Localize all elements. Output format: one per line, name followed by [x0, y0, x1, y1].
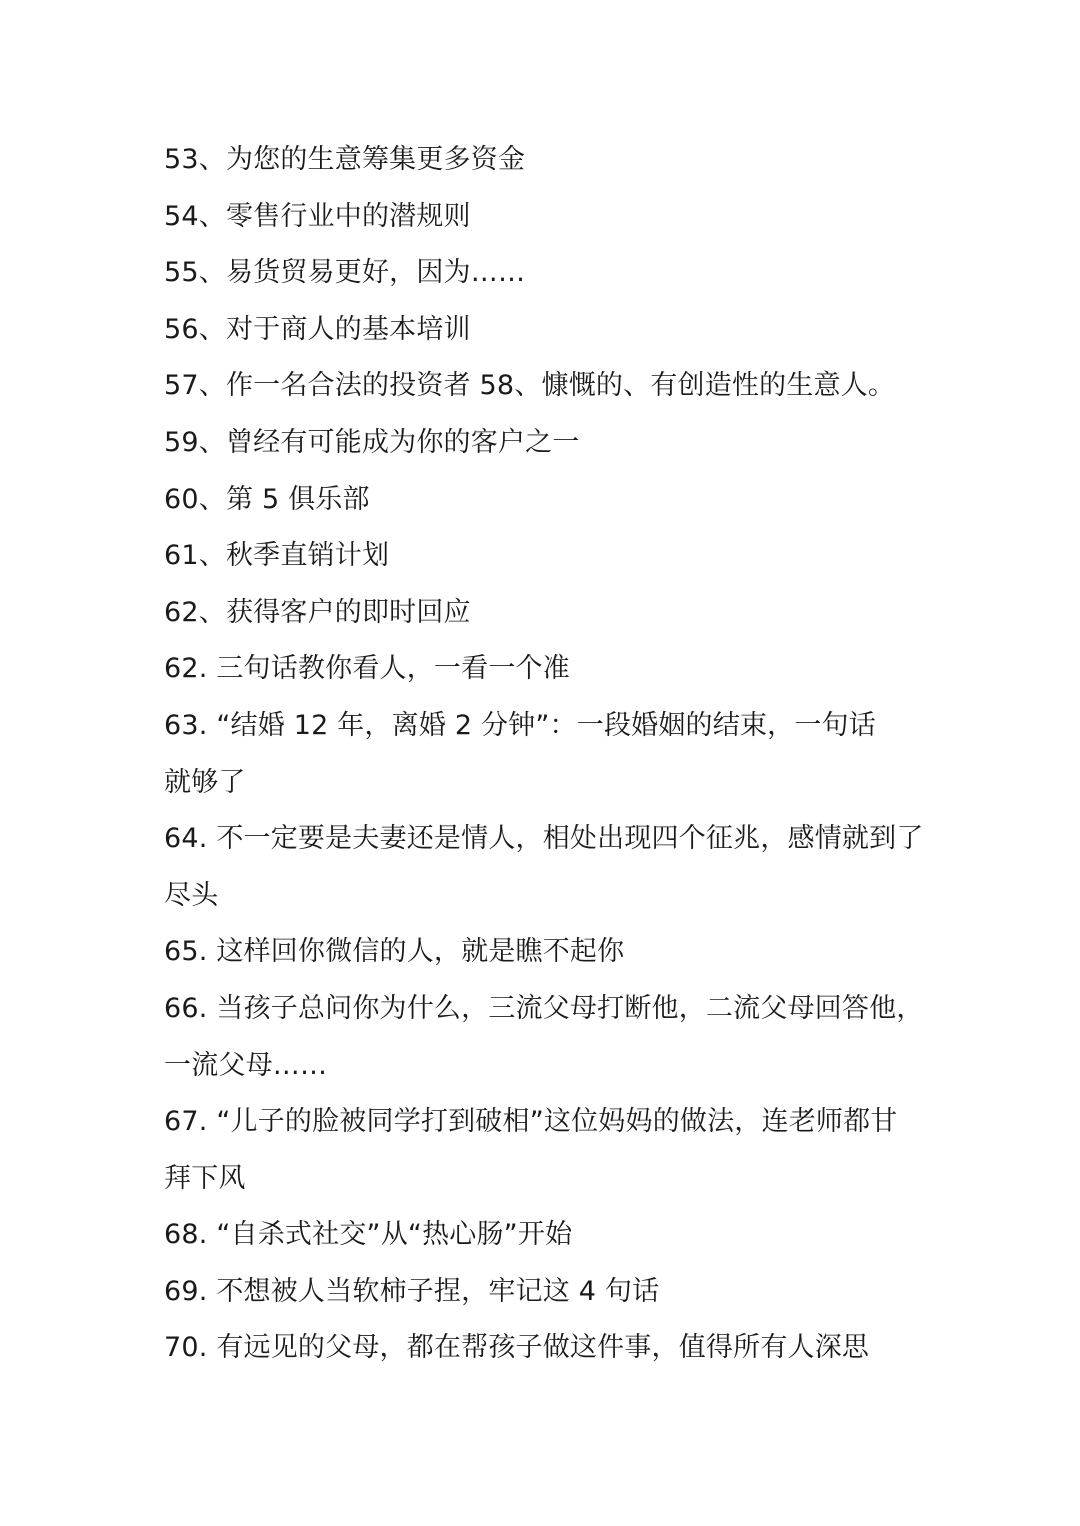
list-line: 68. “自杀式社交”从“热心肠”开始: [164, 1219, 573, 1251]
list-line: 63. “结婚 12 年，离婚 2 分钟”：一段婚姻的结束，一句话: [164, 709, 876, 741]
list-line: 53、为您的生意筹集更多资金: [164, 144, 526, 175]
list-line: 56、对于商人的基本培训: [164, 313, 471, 345]
list-line: 69. 不想被人当软柿子捏，牢记这 4 句话: [164, 1275, 660, 1307]
list-line: 70. 有远见的父母，都在帮孩子做这件事，值得所有人深思: [164, 1332, 870, 1364]
list-line: 57、作一名合法的投资者 58、慷慨的、有创造性的生意人。: [164, 370, 896, 402]
list-line-continuation: 拜下风: [164, 1162, 246, 1194]
list-line-continuation: 一流父母……: [164, 1049, 328, 1081]
list-line-continuation: 尽头: [164, 879, 219, 911]
list-line: 55、易货贸易更好，因为……: [164, 257, 526, 289]
list-line: 60、第 5 俱乐部: [164, 483, 370, 515]
list-line: 61、秋季直销计划: [164, 540, 390, 572]
list-line: 59、曾经有可能成为你的客户之一: [164, 426, 580, 458]
list-line: 62、获得客户的即时回应: [164, 596, 471, 628]
list-line: 66. 当孩子总问你为什么，三流父母打断他，二流父母回答他，: [164, 992, 924, 1024]
list-line: 62. 三句话教你看人，一看一个准: [164, 653, 570, 685]
list-line-continuation: 就够了: [164, 766, 246, 798]
list-line: 54、零售行业中的潜规则: [164, 200, 471, 232]
list-line: 65. 这样回你微信的人，就是瞧不起你: [164, 936, 625, 968]
list-line: 64. 不一定要是夫妻还是情人，相处出现四个征兆，感情就到了: [164, 823, 924, 855]
article-title-list: [164, 132, 924, 1377]
list-line: 67. “儿子的脸被同学打到破相”这位妈妈的做法，连老师都甘: [164, 1106, 898, 1138]
